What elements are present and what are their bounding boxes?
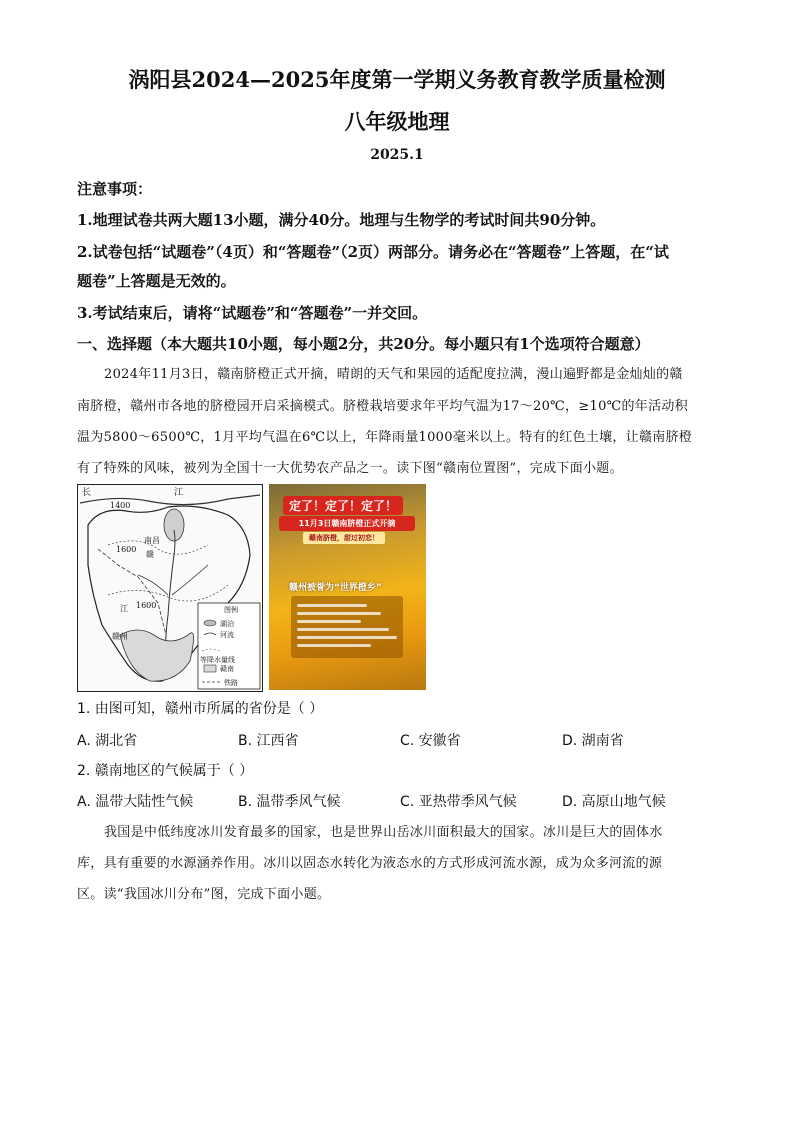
passage2-line: 我国是中低纬度冰川发育最多的国家，也是世界山岳冰川面积最大的国家。冰川是巨大的固体水 xyxy=(104,825,663,840)
map-label-nanchang: 南昌 xyxy=(144,536,160,545)
notice-item: 题卷”上答题是无效的。 xyxy=(77,272,236,290)
map-label-chang: 长 xyxy=(82,488,92,498)
passage2-line: 库，具有重要的水源涵养作用。冰川以固态水转化为液态水的方式形成河流水源，成为众多河流的源 xyxy=(77,856,663,871)
legend-river: 河流 xyxy=(220,631,234,639)
passage-line: 南脐橙，赣州市各地的脐橙园开启采摘模式。脐橙栽培要求年平均气温为17～20℃，≥10℃的年活动积 xyxy=(77,399,689,414)
question-1-option-d[interactable]: D. 湖南省 xyxy=(562,733,624,749)
navel-orange-photo xyxy=(269,484,426,690)
photo-subheadline: 11月3日赣南脐橙正式开摘 xyxy=(279,516,415,531)
passage-line: 有了特殊的风味，被列为全国十一大优势农产品之一。读下图“赣南位置图”，完成下面小题。 xyxy=(77,461,623,476)
map-label-jiang2: 江 xyxy=(120,604,128,613)
map-label-ganzhou: 赣州 xyxy=(112,632,128,641)
map-label-1600: 1600 xyxy=(116,545,137,554)
notice-item: 1.地理试卷共两大题13小题，满分40分。地理与生物学的考试时间共90分钟。 xyxy=(77,211,606,229)
question-1-stem: 1. 由图可知，赣州市所属的省份是（ ） xyxy=(77,701,324,717)
legend-title: 图例 xyxy=(224,606,238,614)
photo-headline: 定了！定了！定了！ xyxy=(283,496,403,515)
photo-caption: 赣州被誉为“世界橙乡” xyxy=(289,583,382,593)
question-2-option-d[interactable]: D. 高原山地气候 xyxy=(562,794,666,810)
legend-lake: 湖泊 xyxy=(220,620,234,628)
gannan-location-map xyxy=(77,484,263,692)
notice-heading: 注意事项： xyxy=(77,180,153,198)
legend-gannan: 赣南 xyxy=(220,665,234,673)
question-1-option-c[interactable]: C. 安徽省 xyxy=(400,733,461,749)
photo-slogan: 赣南脐橙，甜过初恋！ xyxy=(303,532,385,544)
photo-text-box xyxy=(291,596,403,658)
question-1-option-b[interactable]: B. 江西省 xyxy=(238,733,299,749)
notice-item: 2.试卷包括“试题卷”（4页）和“答题卷”（2页）两部分。请务必在“答题卷”上答题，在“试 xyxy=(77,243,669,261)
question-2-option-b[interactable]: B. 温带季风气候 xyxy=(238,794,341,810)
section-heading: 一、选择题（本大题共10小题，每小题2分，共20分。每小题只有1个选项符合题意） xyxy=(77,335,650,353)
passage2-line: 区。读“我国冰川分布”图，完成下面小题。 xyxy=(77,887,331,902)
legend-railway: 铁路 xyxy=(224,679,238,687)
exam-date: 2025.1 xyxy=(370,147,424,163)
question-2-option-a[interactable]: A. 温带大陆性气候 xyxy=(77,794,194,810)
map-label-1400: 1400 xyxy=(110,501,131,510)
passage-line: 温为5800～6500℃，1月平均气温在6℃以上，年降雨量1000毫米以上。特有的红色土壤，让赣南脐橙 xyxy=(77,430,693,445)
question-1-option-a[interactable]: A. 湖北省 xyxy=(77,733,138,749)
legend-isohyet: 等降水量线 xyxy=(200,656,235,664)
exam-subtitle: 八年级地理 xyxy=(344,109,450,134)
notice-item: 3.考试结束后，请将“试题卷”和“答题卷”一并交回。 xyxy=(77,304,428,322)
map-label-1600b: 1600 xyxy=(136,601,157,610)
map-label-gan: 赣 xyxy=(146,550,154,559)
question-2-option-c[interactable]: C. 亚热带季风气候 xyxy=(400,794,517,810)
question-2-stem: 2. 赣南地区的气候属于（ ） xyxy=(77,763,254,779)
exam-title: 涡阳县2024—2025年度第一学期义务教育教学质量检测 xyxy=(128,67,666,92)
passage-line: 2024年11月3日，赣南脐橙正式开摘，晴朗的天气和果园的适配度拉满，漫山遍野都是金灿灿的赣 xyxy=(104,367,683,382)
map-label-jiang: 江 xyxy=(174,488,184,498)
